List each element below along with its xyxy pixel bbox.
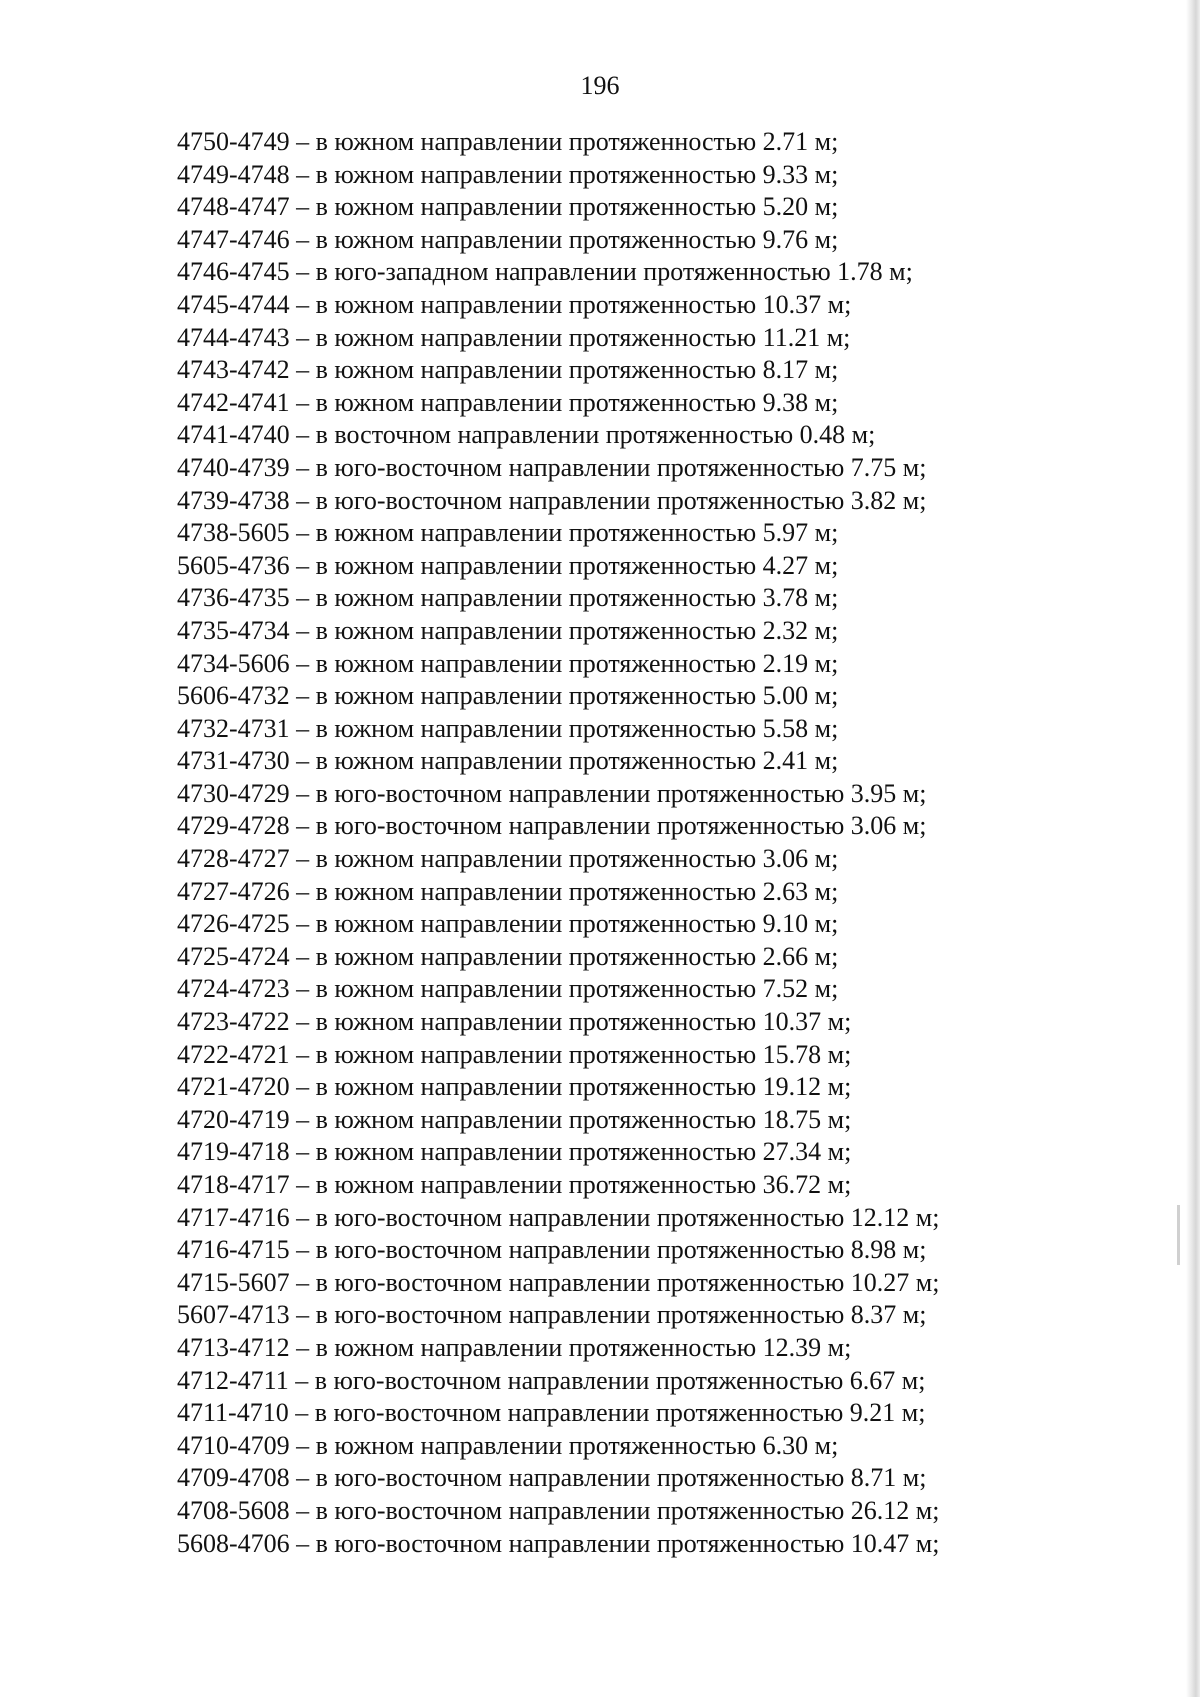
boundary-segment-line: 4742-4741 – в южном направлении протяженностью 9.38 м; — [177, 387, 839, 417]
boundary-segment-list — [177, 126, 939, 1560]
boundary-segment-line: 4717-4716 – в юго-восточном направлении протяженностью 12.12 м; — [177, 1202, 940, 1232]
boundary-segment-line: 4709-4708 – в юго-восточном направлении протяженностью 8.71 м; — [177, 1463, 927, 1493]
page-number: 196 — [580, 71, 620, 100]
boundary-segment-line: 4721-4720 – в южном направлении протяженностью 19.12 м; — [177, 1072, 852, 1102]
boundary-segment-line: 4729-4728 – в юго-восточном направлении протяженностью 3.06 м; — [177, 811, 927, 841]
boundary-segment-line: 4746-4745 – в юго-западном направлении протяженностью 1.78 м; — [177, 257, 913, 287]
boundary-segment-line: 4740-4739 – в юго-восточном направлении протяженностью 7.75 м; — [177, 452, 927, 482]
boundary-segment-line: 4743-4742 – в южном направлении протяженностью 8.17 м; — [177, 355, 839, 385]
boundary-segment-line: 4736-4735 – в южном направлении протяженностью 3.78 м; — [177, 583, 839, 613]
scan-edge-shadow — [1186, 0, 1200, 1697]
boundary-segment-line: 4725-4724 – в южном направлении протяженностью 2.66 м; — [177, 941, 839, 971]
boundary-segment-line: 4726-4725 – в южном направлении протяженностью 9.10 м; — [177, 909, 839, 939]
boundary-segment-line: 4718-4717 – в южном направлении протяженностью 36.72 м; — [177, 1170, 852, 1199]
boundary-segment-line: 4720-4719 – в южном направлении протяженностью 18.75 м; — [177, 1104, 852, 1134]
boundary-segment-line: 5608-4706 – в юго-восточном направлении протяженностью 10.47 м; — [177, 1528, 940, 1558]
boundary-segment-line: 4738-5605 – в южном направлении протяженностью 5.97 м; — [177, 518, 839, 548]
boundary-segment-line: 4727-4726 – в южном направлении протяженностью 2.63 м; — [177, 876, 839, 906]
boundary-segment-line: 4749-4748 – в южном направлении протяженностью 9.33 м; — [177, 159, 839, 189]
boundary-segment-line: 4750-4749 – в южном направлении протяженностью 2.71 м; — [177, 127, 839, 156]
boundary-segment-line: 4741-4740 – в восточном направлении протяженностью 0.48 м; — [177, 420, 876, 450]
boundary-segment-line: 4739-4738 – в юго-восточном направлении протяженностью 3.82 м; — [177, 485, 927, 515]
boundary-segment-line: 4728-4727 – в южном направлении протяженностью 3.06 м; — [177, 844, 839, 874]
boundary-segment-line: 4711-4710 – в юго-восточном направлении протяженностью 9.21 м; — [177, 1398, 926, 1428]
boundary-segment-line: 4719-4718 – в южном направлении протяженностью 27.34 м; — [177, 1137, 852, 1167]
boundary-segment-line: 4748-4747 – в южном направлении протяженностью 5.20 м; — [177, 192, 839, 222]
boundary-segment-line: 4745-4744 – в южном направлении протяженностью 10.37 м; — [177, 289, 852, 319]
boundary-segment-line: 5605-4736 – в южном направлении протяженностью 4.27 м; — [177, 550, 839, 580]
boundary-segment-line: 4710-4709 – в южном направлении протяженностью 6.30 м; — [177, 1430, 839, 1460]
boundary-segment-line: 4713-4712 – в южном направлении протяженностью 12.39 м; — [177, 1332, 852, 1362]
boundary-segment-line: 4747-4746 – в южном направлении протяженностью 9.76 м; — [177, 224, 839, 254]
boundary-segment-line: 4712-4711 – в юго-восточном направлении протяженностью 6.67 м; — [177, 1365, 926, 1395]
boundary-segment-line: 4731-4730 – в южном направлении протяженностью 2.41 м; — [177, 746, 839, 776]
boundary-segment-line: 4724-4723 – в южном направлении протяженностью 7.52 м; — [177, 974, 839, 1004]
boundary-segment-line: 4744-4743 – в южном направлении протяженностью 11.21 м; — [177, 322, 851, 352]
boundary-segment-line: 4730-4729 – в юго-восточном направлении протяженностью 3.95 м; — [177, 778, 927, 808]
boundary-segment-line: 4708-5608 – в юго-восточном направлении протяженностью 26.12 м; — [177, 1495, 940, 1525]
boundary-segment-line: 4715-5607 – в юго-восточном направлении протяженностью 10.27 м; — [177, 1267, 940, 1297]
boundary-segment-line: 4734-5606 – в южном направлении протяженностью 2.19 м; — [177, 648, 839, 678]
boundary-segment-line: 4722-4721 – в южном направлении протяженностью 15.78 м; — [177, 1039, 852, 1069]
scan-edge-mark — [1177, 1205, 1180, 1265]
boundary-segment-line: 4723-4722 – в южном направлении протяженностью 10.37 м; — [177, 1007, 852, 1037]
boundary-segment-line: 5606-4732 – в южном направлении протяженностью 5.00 м; — [177, 681, 839, 711]
boundary-segment-line: 4716-4715 – в юго-восточном направлении протяженностью 8.98 м; — [177, 1235, 927, 1265]
boundary-segment-line: 4732-4731 – в южном направлении протяженностью 5.58 м; — [177, 713, 839, 743]
boundary-segment-line: 4735-4734 – в южном направлении протяженностью 2.32 м; — [177, 615, 839, 645]
boundary-segment-line: 5607-4713 – в юго-восточном направлении протяженностью 8.37 м; — [177, 1300, 927, 1330]
